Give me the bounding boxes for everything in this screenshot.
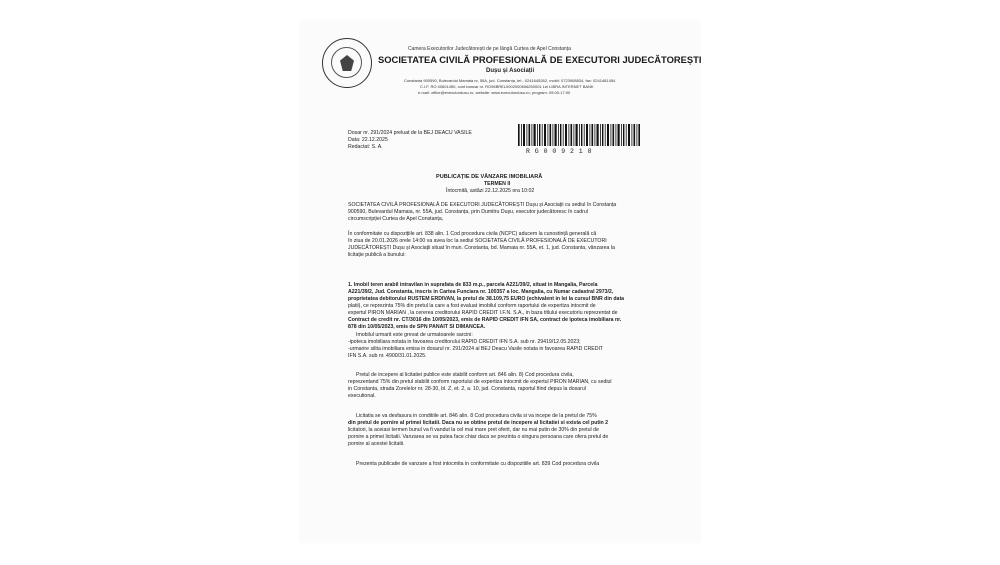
- company-name: SOCIETATEA CIVILĂ PROFESIONALĂ DE EXECUTORI JUDECĂTOREȘTI: [378, 54, 702, 65]
- p3-line: 878 din 10/05/2023, emis de SPN PANAIT SI DIMANCEA.: [348, 324, 486, 330]
- p5-line: executional.: [348, 393, 376, 399]
- p5-line: reprezentand 75% din pretul stabilit conform raportului de expertiza intocmit de expertul PIRON MARIAN, cu sediul: [348, 379, 612, 385]
- p3-line: Contract de credit nr. CT/3016 din 10/05/2023, emis de RAPID CREDIT IFN SA, contract de ipoteca imobiliara nr.: [348, 317, 622, 323]
- p1-line: circumscripției Curtea de Apel Constanța,: [348, 216, 444, 222]
- p1-line: SOCIETATEA CIVILĂ PROFESIONALĂ DE EXECUTORI JUDECĂTOREȘTI Dușu și Asociații cu sediul în Constanța: [348, 202, 617, 208]
- p3-line: expertul PIRON MARIAN , la cererea creditorului RAPID CREDIT I.F.N. S.A., in baza titlului executoriu reprezentat de: [348, 310, 618, 316]
- p5-line: in Constanta, strada Zorelelor nr. 28-30, bl. Z, et. 2, a. 10, jud. Constanta, raportul fiind depus la dosarul: [348, 386, 586, 392]
- document-date: Întocmită, astăzi 22.12.2025 ora 10:02: [446, 188, 535, 194]
- p6-line: pornire a primei licitatii. Vanzarea se va putea face chiar daca se prezinta o singura persoana care ofera pretul de: [348, 434, 609, 440]
- p3-line: platii), ce reprezinta 75% din pretul la care a fost evaluat imobilul conform raportului de expertiza intocmit de: [348, 303, 596, 309]
- p5-line: Pretul de incepere al licitatiei publice este stabilit conform art. 846 alin. 8) Cod procedura civila,: [356, 372, 574, 378]
- document-page: [300, 22, 700, 542]
- document-term: TERMEN II: [484, 181, 511, 187]
- p3-line: A221/39/2, Jud. Constanta, inscris in Cartea Funciara nr. 100357 a loc. Mangalia, cu Numar cadastral 2973/2,: [348, 289, 614, 295]
- p4-line: -ipoteca imobiliara notata in favoarea creditorului RAPID CREDIT IFN S.A. sub nr. 29419/12.05.2023;: [348, 339, 581, 345]
- p6-line: licitatori, la aceiasi termen bunul va fi vandut la cel mai mare pret oferit, dar nu mai putin de 30% din pretul de: [348, 427, 599, 433]
- case-redactat: Redactat: S. A.: [348, 144, 383, 150]
- p2-line: În conformitate cu dispozițiile art. 838 alin. 1 Cod procedura civila (NCPC) aducem la cunostință generală că: [348, 231, 597, 237]
- p4-line: -urmarire silita imobiliara emisa in dosarul nr. 291/2024 al BEJ Deacu Vasile notata in favoarea RAPID CREDIT: [348, 346, 604, 352]
- document-title: PUBLICAȚIE DE VÂNZARE IMOBILIARĂ: [436, 174, 543, 180]
- p1-line: 900590, Bulevardul Mamaia, nr. 55A, jud. Constanța, prin Dumitru Dușu, executor judecătoresc în cadrul: [348, 209, 588, 215]
- p6-line: Licitatia se va desfasura in conditiile art. 846 alin. 8 Cod procedura civila si va incepe de la pretul de 75%: [356, 413, 597, 419]
- p3-line: 1. Imobil teren arabil intravilan in suprafata de 833 m.p., parcela A221/39/2, situat in Mangalia, Parcela: [348, 282, 598, 288]
- company-seal-logo: [322, 38, 372, 88]
- company-associates: Dușu și Asociații: [486, 68, 535, 74]
- p3-line: proprietatea debitorului RUSTEM ERDIVAN, la pretul de 38.109,75 EURO (echivalent in lei la cursul BNR din data: [348, 296, 625, 302]
- barcode-text: R G 0 0 9 2 1 8: [526, 148, 593, 155]
- p2-line: în ziua de 20.01.2026 orele 14:00 va avea loc la sediul SOCIETATEA CIVILĂ PROFESIONALĂ DE EXECUTORI: [348, 238, 607, 244]
- contact-address: Constanța 900590, Bulevardul Mamaia nr. 55A, jud. Constanța, tel.: 0241645262, mobil: 0723908834, fax: 0241481454: [404, 78, 616, 83]
- p2-line: JUDECĂTOREȘTI Dușu și Asociații situat în mun. Constanta, bd. Mamaia nr. 55A, et. 1, jud. Constanta, vânzarea la: [348, 245, 615, 251]
- p6-line: pornire al acestei licitatii.: [348, 441, 405, 447]
- p4-line: IFN S.A. sub nr. 4900/31.01.2025.: [348, 353, 427, 359]
- p2-line: licitație publică a bunului:: [348, 252, 406, 258]
- contact-bank: C.I.F. RO 40601450, cont bancar nr. RO96BREL0002000606250001 Lei LIBRA INTERNET BANK: [420, 84, 594, 89]
- contact-email: e-mail: office@executordusu.ro, website: www.executordusu.ro; program: 09:00-17:00: [418, 90, 571, 95]
- p4-line: Imobilul urmarit este grevat de urmatoarele sarcini:: [356, 332, 473, 338]
- case-date: Data: 22.12.2025: [348, 137, 388, 143]
- chamber-name: Camera Executorilor Judecătorești de pe lângă Curtea de Apel Constanța: [408, 46, 571, 52]
- p6-line: din pretul de pornire al primei licitatii. Daca nu se obtine pretul de incepere al licitatiei si exista cel putin 2: [348, 420, 609, 426]
- case-number: Dosar nr. 291/2024 preluat de la BEJ DEACU VASILE: [348, 130, 472, 136]
- p7-line: Prezenta publicatie de vanzare a fost intocmita in conformitate cu dispozitiile art. 839 Cod procedura civila: [356, 461, 600, 467]
- barcode: [518, 124, 640, 146]
